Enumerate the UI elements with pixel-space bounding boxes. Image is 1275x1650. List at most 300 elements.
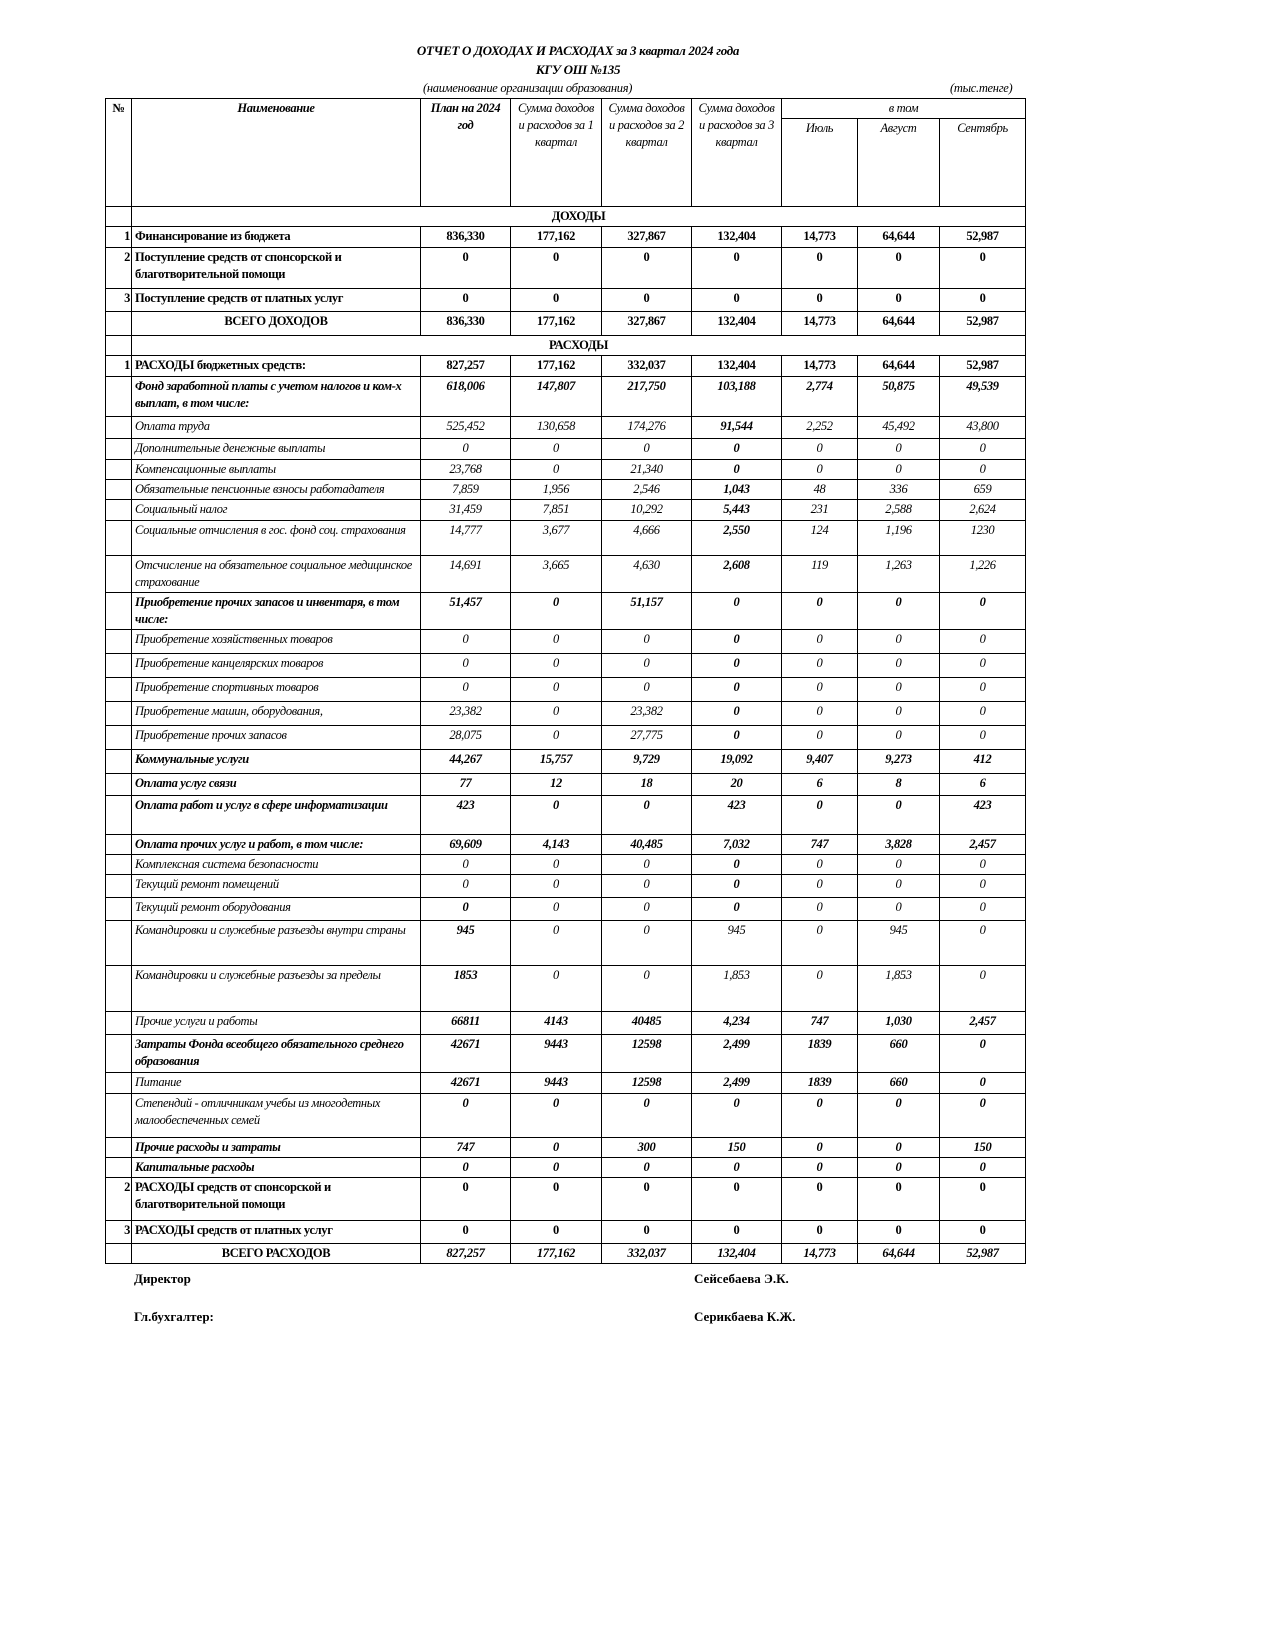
table-row: [106, 1094, 1026, 1138]
row-value: 0: [782, 1138, 858, 1158]
table-row: [106, 1221, 1026, 1244]
row-value: 1,853: [858, 966, 940, 1012]
row-number: [106, 921, 132, 966]
row-value: 0: [782, 702, 858, 726]
row-value: 0: [692, 439, 782, 460]
row-value: 0: [940, 289, 1026, 312]
row-value: 332,037: [602, 1244, 692, 1264]
row-value: 51,157: [602, 593, 692, 630]
row-name: Степендий - отличникам учебы из многодетных малообеспеченных семей: [132, 1094, 421, 1138]
row-name: Приобретение хозяйственных товаров: [132, 630, 421, 654]
row-value: 525,452: [421, 417, 511, 439]
row-value: 1,226: [940, 556, 1026, 593]
row-value: 9443: [511, 1035, 602, 1073]
row-value: 103,188: [692, 377, 782, 417]
row-value: 747: [782, 835, 858, 855]
row-name: Приобретение канцелярских товаров: [132, 654, 421, 678]
row-name: Оплата труда: [132, 417, 421, 439]
row-value: 0: [692, 654, 782, 678]
row-value: 0: [782, 855, 858, 875]
row-value: 10,292: [602, 500, 692, 521]
row-number: [106, 855, 132, 875]
row-name: Приобретение спортивных товаров: [132, 678, 421, 702]
row-number: [106, 898, 132, 921]
row-value: 0: [511, 460, 602, 480]
row-value: 1,030: [858, 1012, 940, 1035]
row-value: 0: [940, 702, 1026, 726]
row-value: 0: [940, 898, 1026, 921]
row-value: 0: [511, 678, 602, 702]
row-value: 2,624: [940, 500, 1026, 521]
row-number: [106, 417, 132, 439]
row-value: 52,987: [940, 356, 1026, 377]
row-value: 0: [602, 1178, 692, 1221]
row-value: 14,773: [782, 356, 858, 377]
row-number: [106, 312, 132, 336]
table-row: [106, 312, 1026, 336]
row-number: 2: [106, 1178, 132, 1221]
row-value: 0: [511, 439, 602, 460]
row-value: 836,330: [421, 227, 511, 248]
row-value: 0: [940, 1035, 1026, 1073]
row-name: Текущий ремонт оборудования: [132, 898, 421, 921]
row-value: 0: [692, 630, 782, 654]
row-number: [106, 1035, 132, 1073]
row-value: 0: [421, 248, 511, 289]
row-value: 747: [782, 1012, 858, 1035]
row-value: 0: [692, 898, 782, 921]
row-value: 0: [782, 966, 858, 1012]
row-number: [106, 774, 132, 796]
row-value: 1,956: [511, 480, 602, 500]
row-value: 0: [782, 289, 858, 312]
row-value: 147,807: [511, 377, 602, 417]
row-value: 4,143: [511, 835, 602, 855]
row-value: 7,859: [421, 480, 511, 500]
row-value: 0: [511, 898, 602, 921]
row-value: 0: [692, 875, 782, 898]
row-number: [106, 678, 132, 702]
row-value: 0: [940, 654, 1026, 678]
row-value: 0: [511, 796, 602, 835]
accountant-label: Гл.бухгалтер:: [134, 1309, 214, 1324]
row-value: 327,867: [602, 227, 692, 248]
row-value: 660: [858, 1073, 940, 1094]
row-name: Финансирование из бюджета: [132, 227, 421, 248]
row-value: 3,677: [511, 521, 602, 556]
row-name: Оплата работ и услуг в сфере информатизации: [132, 796, 421, 835]
row-name: Комплексная система безопасности: [132, 855, 421, 875]
row-value: 40485: [602, 1012, 692, 1035]
row-value: 945: [692, 921, 782, 966]
row-value: 0: [511, 921, 602, 966]
col-august: Август: [858, 119, 940, 207]
row-value: 64,644: [858, 312, 940, 336]
row-value: 0: [940, 1221, 1026, 1244]
row-value: 132,404: [692, 312, 782, 336]
row-value: 8: [858, 774, 940, 796]
row-value: 15,757: [511, 750, 602, 774]
row-value: 48: [782, 480, 858, 500]
section-row-income: [106, 207, 1026, 227]
row-value: 18: [602, 774, 692, 796]
row-value: 0: [858, 678, 940, 702]
row-value: 42671: [421, 1035, 511, 1073]
row-number: [106, 702, 132, 726]
row-value: 27,775: [602, 726, 692, 750]
row-number: [106, 1094, 132, 1138]
row-value: 836,330: [421, 312, 511, 336]
row-value: 2,588: [858, 500, 940, 521]
director-name: Сейсебаева Э.К.: [694, 1271, 789, 1286]
row-value: 0: [602, 248, 692, 289]
row-value: 7,851: [511, 500, 602, 521]
row-name: Приобретение прочих запасов и инвентаря, в том числе:: [132, 593, 421, 630]
row-value: 0: [421, 630, 511, 654]
table-row: [106, 1178, 1026, 1221]
row-value: 1,263: [858, 556, 940, 593]
row-value: 1,043: [692, 480, 782, 500]
row-value: 0: [692, 460, 782, 480]
row-number: [106, 1012, 132, 1035]
row-value: 0: [858, 855, 940, 875]
row-value: 0: [858, 248, 940, 289]
row-value: 1853: [421, 966, 511, 1012]
table-row: [106, 966, 1026, 1012]
row-value: 9443: [511, 1073, 602, 1094]
row-value: 64,644: [858, 356, 940, 377]
row-value: 0: [602, 654, 692, 678]
table-row: [106, 654, 1026, 678]
row-name: Обязательные пенсионные взносы работадателя: [132, 480, 421, 500]
row-value: 0: [782, 593, 858, 630]
row-value: 0: [940, 1158, 1026, 1178]
row-value: 0: [511, 966, 602, 1012]
row-value: 0: [692, 289, 782, 312]
row-value: 177,162: [511, 312, 602, 336]
table-row: [106, 556, 1026, 593]
row-value: 77: [421, 774, 511, 796]
row-value: 2,457: [940, 1012, 1026, 1035]
organization-name: КГУ ОШ №135: [535, 62, 621, 77]
row-name: Прочие расходы и затраты: [132, 1138, 421, 1158]
row-value: 0: [421, 1158, 511, 1178]
row-value: 0: [511, 702, 602, 726]
director-label: Директор: [134, 1271, 191, 1286]
row-value: 0: [858, 796, 940, 835]
row-value: 52,987: [940, 227, 1026, 248]
row-value: 0: [940, 966, 1026, 1012]
row-value: 0: [692, 1158, 782, 1178]
row-value: 0: [940, 248, 1026, 289]
row-value: 336: [858, 480, 940, 500]
row-value: 43,800: [940, 417, 1026, 439]
row-value: 0: [858, 1138, 940, 1158]
row-value: 132,404: [692, 356, 782, 377]
row-value: 0: [858, 439, 940, 460]
row-value: 0: [602, 796, 692, 835]
row-number: [106, 1138, 132, 1158]
row-value: 0: [511, 593, 602, 630]
row-name: Фонд заработной платы с учетом налогов и ком-х выплат, в том числе:: [132, 377, 421, 417]
row-value: 0: [858, 289, 940, 312]
row-value: 327,867: [602, 312, 692, 336]
table-row: [106, 630, 1026, 654]
row-number: [106, 875, 132, 898]
row-number: [106, 726, 132, 750]
row-value: 2,608: [692, 556, 782, 593]
row-value: 0: [940, 630, 1026, 654]
row-value: 0: [782, 460, 858, 480]
row-value: 827,257: [421, 356, 511, 377]
row-value: 51,457: [421, 593, 511, 630]
row-value: 44,267: [421, 750, 511, 774]
row-value: 4,234: [692, 1012, 782, 1035]
row-value: 119: [782, 556, 858, 593]
row-name: Оплата услуг связи: [132, 774, 421, 796]
table-row: [106, 1035, 1026, 1073]
row-value: 0: [782, 1158, 858, 1178]
table-row: [106, 1012, 1026, 1035]
table-row: [106, 750, 1026, 774]
row-value: 12: [511, 774, 602, 796]
row-value: 2,774: [782, 377, 858, 417]
row-value: 124: [782, 521, 858, 556]
row-value: 231: [782, 500, 858, 521]
row-value: 618,006: [421, 377, 511, 417]
row-value: 23,768: [421, 460, 511, 480]
row-value: 0: [782, 921, 858, 966]
row-value: 423: [692, 796, 782, 835]
row-value: 19,092: [692, 750, 782, 774]
table-row: [106, 500, 1026, 521]
row-name: Дополнительные денежные выплаты: [132, 439, 421, 460]
row-value: 0: [692, 702, 782, 726]
row-number: [106, 1073, 132, 1094]
row-value: 5,443: [692, 500, 782, 521]
row-value: 52,987: [940, 312, 1026, 336]
section-row-expense: [106, 336, 1026, 356]
row-name: Поступление средств от платных услуг: [132, 289, 421, 312]
row-value: 0: [602, 875, 692, 898]
row-value: 0: [692, 1178, 782, 1221]
row-value: 0: [940, 1094, 1026, 1138]
col-july: Июль: [782, 119, 858, 207]
row-name: Питание: [132, 1073, 421, 1094]
row-value: 0: [858, 654, 940, 678]
table-row: [106, 356, 1026, 377]
row-value: 0: [858, 898, 940, 921]
report-table: [105, 98, 1026, 1264]
row-value: 0: [602, 1158, 692, 1178]
table-row: [106, 855, 1026, 875]
section-title: ДОХОДЫ: [132, 207, 1026, 227]
row-value: 0: [692, 855, 782, 875]
row-number: [106, 556, 132, 593]
row-value: 0: [421, 855, 511, 875]
col-including: в том: [782, 99, 1026, 119]
row-name: Компенсационные выплаты: [132, 460, 421, 480]
row-value: 0: [940, 1073, 1026, 1094]
row-value: 0: [940, 678, 1026, 702]
row-name: Приобретение машин, оборудования,: [132, 702, 421, 726]
row-value: 412: [940, 750, 1026, 774]
row-value: 0: [602, 966, 692, 1012]
table-row: [106, 796, 1026, 835]
row-value: 132,404: [692, 1244, 782, 1264]
row-value: 23,382: [602, 702, 692, 726]
row-number: [106, 500, 132, 521]
col-name: Наименование: [132, 99, 421, 207]
row-value: 177,162: [511, 356, 602, 377]
col-q3: Сумма доходов и расходов за 3 квартал: [692, 99, 782, 207]
row-value: 0: [692, 678, 782, 702]
row-value: 945: [421, 921, 511, 966]
row-value: 423: [421, 796, 511, 835]
row-name: Капитальные расходы: [132, 1158, 421, 1178]
row-value: 0: [858, 1178, 940, 1221]
row-value: 2,550: [692, 521, 782, 556]
row-value: 21,340: [602, 460, 692, 480]
row-value: 0: [858, 460, 940, 480]
row-value: 659: [940, 480, 1026, 500]
row-value: 0: [940, 921, 1026, 966]
table-row: [106, 726, 1026, 750]
col-q1: Сумма доходов и расходов за 1 квартал: [511, 99, 602, 207]
row-value: 91,544: [692, 417, 782, 439]
row-value: 0: [782, 796, 858, 835]
row-number: [106, 966, 132, 1012]
row-value: 0: [858, 1158, 940, 1178]
row-number: [106, 460, 132, 480]
row-value: 0: [602, 898, 692, 921]
row-value: 0: [421, 439, 511, 460]
row-value: 177,162: [511, 1244, 602, 1264]
row-number: 3: [106, 1221, 132, 1244]
row-number: [106, 750, 132, 774]
table-row: [106, 480, 1026, 500]
row-number: [106, 835, 132, 855]
row-value: 0: [782, 654, 858, 678]
table-row: [106, 1138, 1026, 1158]
row-value: 945: [858, 921, 940, 966]
row-value: 747: [421, 1138, 511, 1158]
table-row: [106, 1158, 1026, 1178]
row-value: 40,485: [602, 835, 692, 855]
row-name: Командировки и служебные разъезды за пределы: [132, 966, 421, 1012]
row-value: 177,162: [511, 227, 602, 248]
row-value: 0: [511, 289, 602, 312]
col-no: №: [106, 99, 132, 207]
row-value: 0: [421, 678, 511, 702]
row-name: Командировки и служебные разъезды внутри страны: [132, 921, 421, 966]
row-value: 1839: [782, 1073, 858, 1094]
row-value: 2,252: [782, 417, 858, 439]
row-value: 28,075: [421, 726, 511, 750]
section-title: РАСХОДЫ: [132, 336, 1026, 356]
row-value: 0: [602, 630, 692, 654]
row-value: 0: [511, 630, 602, 654]
row-value: 12598: [602, 1073, 692, 1094]
row-value: 0: [858, 1094, 940, 1138]
row-number: 2: [106, 248, 132, 289]
row-value: 0: [511, 1158, 602, 1178]
row-value: 130,658: [511, 417, 602, 439]
row-value: 0: [692, 1094, 782, 1138]
row-value: 0: [421, 898, 511, 921]
table-row: [106, 1073, 1026, 1094]
row-value: 217,750: [602, 377, 692, 417]
row-value: 52,987: [940, 1244, 1026, 1264]
row-value: 660: [858, 1035, 940, 1073]
row-value: 0: [940, 460, 1026, 480]
row-value: 0: [511, 1094, 602, 1138]
row-value: 14,773: [782, 227, 858, 248]
row-value: 423: [940, 796, 1026, 835]
row-value: 3,828: [858, 835, 940, 855]
row-name: Затраты Фонда всеобщего обязательного среднего образования: [132, 1035, 421, 1073]
row-value: 0: [782, 630, 858, 654]
table-row: [106, 439, 1026, 460]
row-value: 9,407: [782, 750, 858, 774]
row-value: 0: [782, 439, 858, 460]
table-row: [106, 289, 1026, 312]
table-row: [106, 1244, 1026, 1264]
row-value: 0: [940, 439, 1026, 460]
row-value: 0: [602, 855, 692, 875]
row-value: 0: [511, 875, 602, 898]
row-number: 3: [106, 289, 132, 312]
row-value: 150: [692, 1138, 782, 1158]
row-number: [106, 1244, 132, 1264]
row-name: Поступление средств от спонсорской и благотворительной помощи: [132, 248, 421, 289]
table-row: [106, 702, 1026, 726]
row-value: 6: [782, 774, 858, 796]
row-name: РАСХОДЫ бюджетных средств:: [132, 356, 421, 377]
row-value: 0: [511, 248, 602, 289]
row-value: 0: [421, 1178, 511, 1221]
row-name: РАСХОДЫ средств от платных услуг: [132, 1221, 421, 1244]
row-value: 23,382: [421, 702, 511, 726]
row-value: 0: [421, 1221, 511, 1244]
table-row: [106, 921, 1026, 966]
col-q2: Сумма доходов и расходов за 2 квартал: [602, 99, 692, 207]
table-row: [106, 774, 1026, 796]
row-value: 14,691: [421, 556, 511, 593]
accountant-name: Серикбаева К.Ж.: [694, 1309, 796, 1324]
row-value: 69,609: [421, 835, 511, 855]
row-value: 66811: [421, 1012, 511, 1035]
row-value: 0: [602, 439, 692, 460]
row-value: 0: [782, 1178, 858, 1221]
row-value: 132,404: [692, 227, 782, 248]
table-row: [106, 227, 1026, 248]
row-value: 4,630: [602, 556, 692, 593]
row-value: 2,499: [692, 1035, 782, 1073]
organization-caption: (наименование организации образования): [423, 81, 633, 95]
row-value: 20: [692, 774, 782, 796]
row-value: 150: [940, 1138, 1026, 1158]
row-value: 2,457: [940, 835, 1026, 855]
row-number: 1: [106, 227, 132, 248]
row-value: 0: [511, 654, 602, 678]
row-value: 0: [858, 593, 940, 630]
row-value: 0: [421, 289, 511, 312]
table-row: [106, 521, 1026, 556]
table-row: [106, 377, 1026, 417]
row-number: [106, 480, 132, 500]
row-value: 0: [782, 1221, 858, 1244]
